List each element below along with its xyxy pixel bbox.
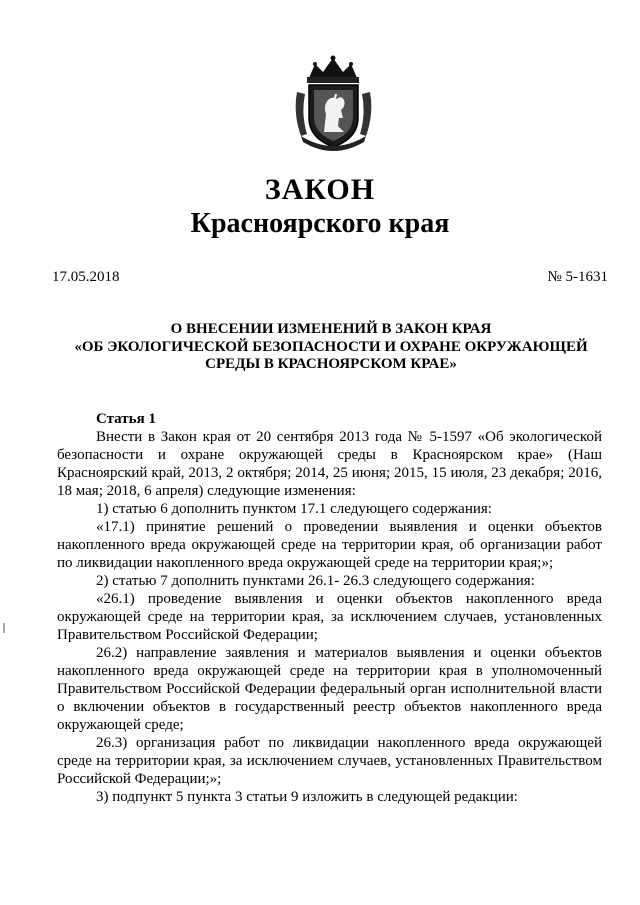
paragraph: 26.3) организация работ по ликвидации накопленного вреда окружающей среде на территории края, за исключением случаев, установленных Правительством Российской Федерации;»; — [57, 735, 602, 787]
document-body — [57, 410, 602, 806]
document-date: 17.05.2018 — [52, 269, 120, 285]
law-heading — [40, 321, 622, 374]
paragraph: Внести в Закон края от 20 сентября 2013 года № 5-1597 «Об экологической безопасности и охране окружающей среды в Красноярском крае» (Наш Красноярский край, 2013, 2 октября; 2014, 25 июня; 2015, 15 июля, 23 декабря; 2016, 18 мая; 2018, 6 апреля) следующие изменения: — [57, 429, 602, 499]
paragraph: 26.2) направление заявления и материалов выявления и оценки объектов накопленного вреда окружающей среде на территории края в уполномоченный Правительством Российской Федерации федеральный орган исполнительной власти о включении объектов в государственный реестр объектов накопленного вреда окружающей среде; — [57, 645, 602, 733]
heading-line-2: «ОБ ЭКОЛОГИЧЕСКОЙ БЕЗОПАСНОСТИ И ОХРАНЕ ОКРУЖАЮЩЕЙ — [74, 338, 588, 355]
document-number: № 5-1631 — [547, 269, 608, 285]
paragraph: 3) подпункт 5 пункта 3 статьи 9 изложить в следующей редакции: — [96, 789, 518, 805]
document-title: ЗАКОН — [264, 173, 376, 206]
document-subtitle: Красноярского края — [190, 208, 450, 239]
article-title: Статья 1 — [96, 411, 156, 427]
margin-mark — [3, 623, 5, 633]
heading-line-1: О ВНЕСЕНИИ ИЗМЕНЕНИЙ В ЗАКОН КРАЯ — [170, 321, 492, 337]
paragraph: 1) статью 6 дополнить пунктом 17.1 следующего содержания: — [96, 501, 492, 517]
paragraph: «17.1) принятие решений о проведении выявления и оценки объектов накопленного вреда окружающей среде на территории края, об организации работ по ликвидации накопленного вреда окружающей среде на территории края;»; — [57, 519, 602, 571]
heading-line-3: СРЕДЫ В КРАСНОЯРСКОМ КРАЕ» — [205, 356, 457, 372]
paragraph: 2) статью 7 дополнить пунктами 26.1- 26.3 следующего содержания: — [96, 573, 535, 589]
paragraph: «26.1) проведение выявления и оценки объектов накопленного вреда окружающей среде на территории края, за исключением случаев, установленных Правительством Российской Федерации; — [57, 591, 602, 643]
coat-of-arms-icon — [291, 52, 376, 152]
